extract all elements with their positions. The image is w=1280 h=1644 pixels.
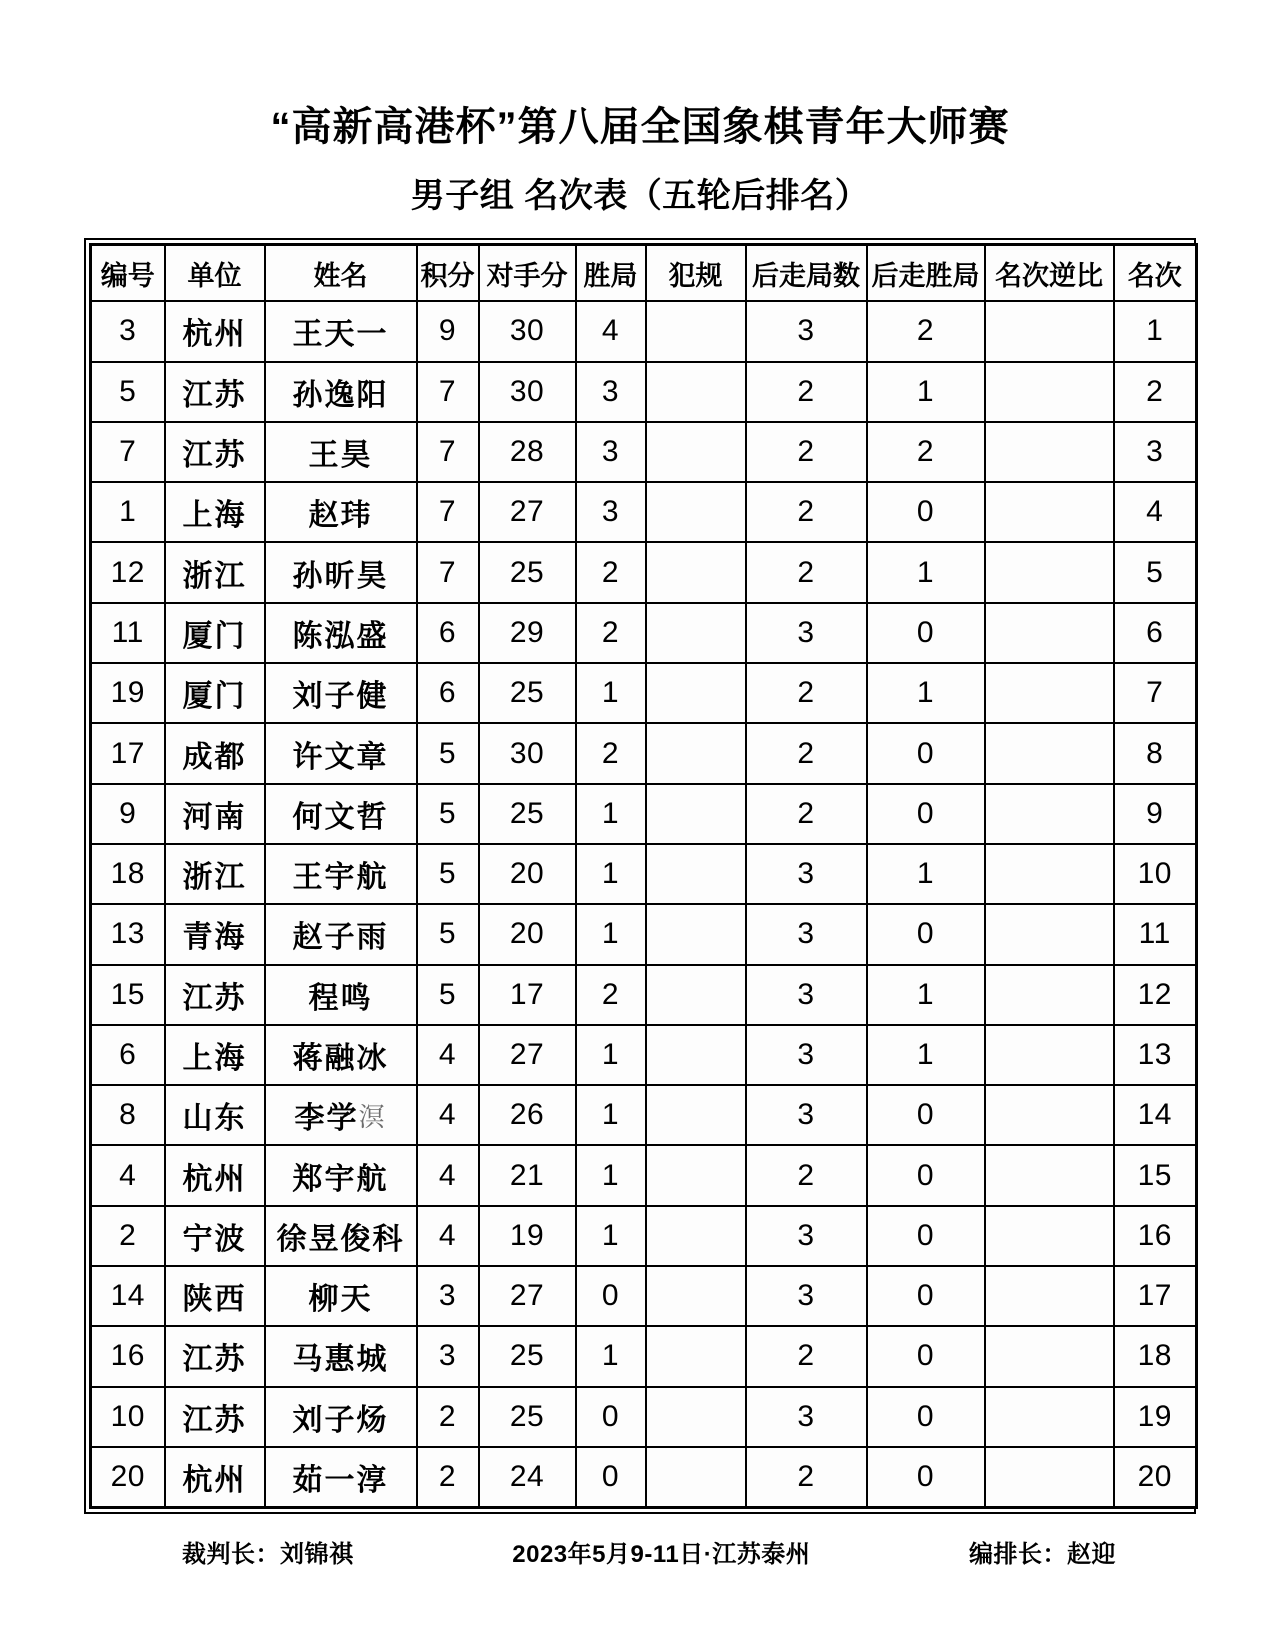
table-cell-score: 6 — [417, 663, 479, 723]
table-cell-score: 5 — [417, 904, 479, 964]
table-cell-inverse — [985, 1025, 1114, 1085]
table-cell-back-wins: 0 — [867, 1447, 985, 1508]
table-cell-name: 孙逸阳 — [265, 362, 417, 422]
table-cell-back-games: 3 — [746, 1025, 867, 1085]
table-cell-back-wins: 0 — [867, 482, 985, 542]
table-cell-foul — [646, 542, 746, 602]
table-cell-back-wins: 0 — [867, 723, 985, 783]
table-cell-unit: 江苏 — [165, 362, 265, 422]
table-cell-opponent: 28 — [479, 422, 576, 482]
table-cell-wins: 3 — [576, 422, 646, 482]
table-cell-back-games: 2 — [746, 362, 867, 422]
table-cell-back-wins: 1 — [867, 542, 985, 602]
table-cell-opponent: 24 — [479, 1447, 576, 1508]
table-cell-wins: 1 — [576, 1085, 646, 1145]
table-row — [91, 965, 1197, 1025]
table-cell-foul — [646, 1326, 746, 1386]
table-cell-opponent: 30 — [479, 301, 576, 361]
table-row — [91, 1145, 1197, 1205]
table-cell-rank: 1 — [1114, 301, 1197, 361]
column-header-rank: 名次 — [1114, 245, 1197, 302]
table-cell-foul — [646, 1145, 746, 1205]
table-cell-name: 许文章 — [265, 723, 417, 783]
column-header-wins: 胜局 — [576, 245, 646, 302]
table-cell-score: 5 — [417, 965, 479, 1025]
table-cell-wins: 3 — [576, 482, 646, 542]
table-row — [91, 1266, 1197, 1326]
table-cell-foul — [646, 422, 746, 482]
table-cell-opponent: 30 — [479, 723, 576, 783]
table-cell-rank: 10 — [1114, 844, 1197, 904]
table-cell-opponent: 29 — [479, 603, 576, 663]
ranking-table — [89, 243, 1198, 1509]
table-cell-opponent: 25 — [479, 542, 576, 602]
table-cell-rank: 13 — [1114, 1025, 1197, 1085]
table-row — [91, 1326, 1197, 1386]
table-cell-rank: 3 — [1114, 422, 1197, 482]
table-row — [91, 362, 1197, 422]
table-row — [91, 844, 1197, 904]
column-header-unit: 单位 — [165, 245, 265, 302]
table-cell-foul — [646, 603, 746, 663]
table-cell-foul — [646, 904, 746, 964]
table-cell-score: 7 — [417, 422, 479, 482]
table-cell-inverse — [985, 965, 1114, 1025]
table-cell-score: 2 — [417, 1447, 479, 1508]
table-cell-unit: 江苏 — [165, 965, 265, 1025]
table-cell-id: 10 — [91, 1387, 165, 1447]
table-cell-wins: 1 — [576, 663, 646, 723]
table-cell-score: 4 — [417, 1085, 479, 1145]
table-cell-back-wins: 1 — [867, 1025, 985, 1085]
table-cell-score: 3 — [417, 1326, 479, 1386]
table-cell-inverse — [985, 663, 1114, 723]
table-cell-opponent: 27 — [479, 482, 576, 542]
table-cell-foul — [646, 965, 746, 1025]
table-cell-unit: 河南 — [165, 784, 265, 844]
table-cell-rank: 18 — [1114, 1326, 1197, 1386]
table-cell-rank: 15 — [1114, 1145, 1197, 1205]
table-row — [91, 542, 1197, 602]
table-cell-opponent: 30 — [479, 362, 576, 422]
table-cell-wins: 1 — [576, 1206, 646, 1266]
table-cell-back-wins: 2 — [867, 301, 985, 361]
table-cell-name: 王昊 — [265, 422, 417, 482]
table-cell-inverse — [985, 603, 1114, 663]
table-cell-back-games: 3 — [746, 603, 867, 663]
table-cell-inverse — [985, 1085, 1114, 1145]
footer — [84, 1534, 1196, 1569]
table-cell-name: 茹一淳 — [265, 1447, 417, 1508]
table-row — [91, 1085, 1197, 1145]
table-cell-wins: 1 — [576, 1025, 646, 1085]
table-cell-id: 6 — [91, 1025, 165, 1085]
table-cell-foul — [646, 844, 746, 904]
table-cell-opponent: 20 — [479, 844, 576, 904]
table-cell-name: 赵玮 — [265, 482, 417, 542]
table-cell-back-wins: 0 — [867, 1387, 985, 1447]
table-cell-unit: 江苏 — [165, 422, 265, 482]
table-cell-unit: 杭州 — [165, 1145, 265, 1205]
table-cell-score: 9 — [417, 301, 479, 361]
table-cell-id: 5 — [91, 362, 165, 422]
table-cell-inverse — [985, 1326, 1114, 1386]
table-cell-inverse — [985, 362, 1114, 422]
table-cell-back-games: 2 — [746, 784, 867, 844]
table-cell-rank: 16 — [1114, 1206, 1197, 1266]
table-cell-back-wins: 0 — [867, 1085, 985, 1145]
table-cell-name: 郑宇航 — [265, 1145, 417, 1205]
table-row — [91, 663, 1197, 723]
table-cell-back-wins: 1 — [867, 965, 985, 1025]
table-cell-wins: 1 — [576, 1145, 646, 1205]
table-cell-inverse — [985, 1145, 1114, 1205]
table-cell-name: 马惠城 — [265, 1326, 417, 1386]
table-cell-rank: 12 — [1114, 965, 1197, 1025]
table-cell-rank: 5 — [1114, 542, 1197, 602]
table-cell-back-wins: 0 — [867, 784, 985, 844]
table-cell-rank: 6 — [1114, 603, 1197, 663]
column-header-name: 姓名 — [265, 245, 417, 302]
table-cell-id: 8 — [91, 1085, 165, 1145]
table-cell-back-games: 3 — [746, 904, 867, 964]
table-cell-wins: 3 — [576, 362, 646, 422]
table-cell-name: 徐昱俊科 — [265, 1206, 417, 1266]
table-cell-unit: 陕西 — [165, 1266, 265, 1326]
table-cell-inverse — [985, 904, 1114, 964]
table-row — [91, 482, 1197, 542]
table-cell-back-games: 3 — [746, 965, 867, 1025]
table-cell-unit: 青海 — [165, 904, 265, 964]
column-header-back-games: 后走局数 — [746, 245, 867, 302]
table-header-row — [91, 245, 1197, 302]
table-cell-back-games: 2 — [746, 542, 867, 602]
table-cell-opponent: 19 — [479, 1206, 576, 1266]
table-cell-foul — [646, 1025, 746, 1085]
table-row — [91, 723, 1197, 783]
table-cell-id: 2 — [91, 1206, 165, 1266]
table-cell-score: 6 — [417, 603, 479, 663]
table-cell-unit: 宁波 — [165, 1206, 265, 1266]
table-cell-opponent: 20 — [479, 904, 576, 964]
table-cell-id: 12 — [91, 542, 165, 602]
table-cell-opponent: 27 — [479, 1266, 576, 1326]
table-cell-score: 4 — [417, 1145, 479, 1205]
table-cell-back-wins: 1 — [867, 362, 985, 422]
table-cell-unit: 成都 — [165, 723, 265, 783]
table-cell-score: 7 — [417, 362, 479, 422]
table-cell-rank: 14 — [1114, 1085, 1197, 1145]
table-cell-inverse — [985, 542, 1114, 602]
table-cell-rank: 7 — [1114, 663, 1197, 723]
table-cell-score: 5 — [417, 784, 479, 844]
table-cell-opponent: 25 — [479, 1387, 576, 1447]
table-cell-wins: 2 — [576, 603, 646, 663]
page-title: “高新高港杯”第八届全国象棋青年大师赛 — [270, 105, 1010, 149]
table-cell-back-wins: 1 — [867, 844, 985, 904]
table-cell-opponent: 25 — [479, 784, 576, 844]
table-row — [91, 603, 1197, 663]
column-header-id: 编号 — [91, 245, 165, 302]
table-cell-foul — [646, 482, 746, 542]
table-cell-rank: 17 — [1114, 1266, 1197, 1326]
table-cell-id: 1 — [91, 482, 165, 542]
table-row — [91, 1025, 1197, 1085]
table-cell-unit: 江苏 — [165, 1387, 265, 1447]
table-cell-foul — [646, 1266, 746, 1326]
table-cell-inverse — [985, 1266, 1114, 1326]
table-cell-name: 何文哲 — [265, 784, 417, 844]
table-cell-unit: 厦门 — [165, 603, 265, 663]
table-cell-name: 孙昕昊 — [265, 542, 417, 602]
table-cell-back-games: 3 — [746, 844, 867, 904]
chief-referee-label: 裁判长：刘锦祺 — [182, 1541, 354, 1569]
table-row — [91, 1387, 1197, 1447]
table-cell-wins: 0 — [576, 1387, 646, 1447]
player-name-main: 李学 — [294, 1102, 359, 1136]
ranking-table-body — [91, 301, 1197, 1507]
table-cell-back-games: 3 — [746, 1206, 867, 1266]
chief-organizer-label: 编排长：赵迎 — [968, 1541, 1116, 1569]
table-cell-foul — [646, 1387, 746, 1447]
table-cell-back-games: 2 — [746, 663, 867, 723]
table-cell-foul — [646, 784, 746, 844]
table-cell-back-wins: 0 — [867, 1206, 985, 1266]
table-cell-foul — [646, 1085, 746, 1145]
column-header-opponent: 对手分 — [479, 245, 576, 302]
table-cell-back-games: 2 — [746, 723, 867, 783]
table-cell-back-games: 2 — [746, 482, 867, 542]
table-cell-score: 3 — [417, 1266, 479, 1326]
table-cell-opponent: 25 — [479, 1326, 576, 1386]
table-cell-foul — [646, 362, 746, 422]
table-cell-name: 蒋融冰 — [265, 1025, 417, 1085]
table-cell-rank: 19 — [1114, 1387, 1197, 1447]
table-cell-name: 程鸣 — [265, 965, 417, 1025]
table-cell-back-games: 2 — [746, 422, 867, 482]
table-cell-foul — [646, 1206, 746, 1266]
page-subtitle: 男子组 名次表（五轮后排名） — [410, 177, 870, 216]
table-row — [91, 1447, 1197, 1508]
ranking-table-frame — [84, 238, 1196, 1514]
column-header-foul: 犯规 — [646, 245, 746, 302]
table-cell-id: 17 — [91, 723, 165, 783]
table-cell-opponent: 27 — [479, 1025, 576, 1085]
table-cell-name: 赵子雨 — [265, 904, 417, 964]
table-cell-back-games: 3 — [746, 1387, 867, 1447]
table-cell-name: 王宇航 — [265, 844, 417, 904]
table-cell-id: 20 — [91, 1447, 165, 1508]
table-row — [91, 422, 1197, 482]
table-cell-name: 王天一 — [265, 301, 417, 361]
table-cell-foul — [646, 1447, 746, 1508]
table-cell-score: 4 — [417, 1025, 479, 1085]
table-cell-foul — [646, 723, 746, 783]
title-block — [0, 0, 1280, 216]
table-cell-wins: 1 — [576, 904, 646, 964]
table-cell-name — [265, 1085, 417, 1145]
table-cell-opponent: 21 — [479, 1145, 576, 1205]
table-cell-rank: 9 — [1114, 784, 1197, 844]
table-cell-inverse — [985, 1206, 1114, 1266]
table-cell-id: 7 — [91, 422, 165, 482]
table-cell-unit: 上海 — [165, 482, 265, 542]
table-cell-id: 18 — [91, 844, 165, 904]
table-cell-opponent: 25 — [479, 663, 576, 723]
table-cell-score: 7 — [417, 482, 479, 542]
table-cell-inverse — [985, 784, 1114, 844]
table-cell-back-games: 2 — [746, 1145, 867, 1205]
table-cell-back-wins: 0 — [867, 904, 985, 964]
table-cell-foul — [646, 301, 746, 361]
table-row — [91, 1206, 1197, 1266]
table-cell-back-wins: 1 — [867, 663, 985, 723]
table-cell-wins: 0 — [576, 1447, 646, 1508]
table-cell-id: 11 — [91, 603, 165, 663]
table-cell-back-games: 3 — [746, 1266, 867, 1326]
table-cell-name: 柳天 — [265, 1266, 417, 1326]
table-cell-id: 14 — [91, 1266, 165, 1326]
table-cell-back-games: 2 — [746, 1326, 867, 1386]
table-cell-unit: 上海 — [165, 1025, 265, 1085]
column-header-back-wins: 后走胜局 — [867, 245, 985, 302]
table-cell-id: 4 — [91, 1145, 165, 1205]
table-cell-name: 刘子健 — [265, 663, 417, 723]
table-cell-unit: 杭州 — [165, 1447, 265, 1508]
player-name-fallback-glyph: 溟 — [358, 1103, 387, 1134]
table-cell-back-wins: 0 — [867, 1145, 985, 1205]
table-cell-inverse — [985, 844, 1114, 904]
table-cell-rank: 20 — [1114, 1447, 1197, 1508]
table-cell-foul — [646, 663, 746, 723]
table-cell-rank: 8 — [1114, 723, 1197, 783]
table-cell-back-games: 2 — [746, 1447, 867, 1508]
table-row — [91, 904, 1197, 964]
table-cell-unit: 江苏 — [165, 1326, 265, 1386]
table-cell-id: 13 — [91, 904, 165, 964]
table-cell-id: 15 — [91, 965, 165, 1025]
table-cell-inverse — [985, 301, 1114, 361]
table-cell-back-games: 3 — [746, 1085, 867, 1145]
table-cell-unit: 杭州 — [165, 301, 265, 361]
table-cell-inverse — [985, 482, 1114, 542]
table-cell-name: 刘子炀 — [265, 1387, 417, 1447]
table-cell-unit: 厦门 — [165, 663, 265, 723]
table-cell-id: 3 — [91, 301, 165, 361]
table-cell-opponent: 17 — [479, 965, 576, 1025]
table-cell-back-wins: 2 — [867, 422, 985, 482]
table-cell-back-wins: 0 — [867, 603, 985, 663]
table-cell-inverse — [985, 1387, 1114, 1447]
table-cell-name: 陈泓盛 — [265, 603, 417, 663]
table-cell-rank: 2 — [1114, 362, 1197, 422]
table-cell-unit: 山东 — [165, 1085, 265, 1145]
table-cell-back-wins: 0 — [867, 1266, 985, 1326]
table-cell-score: 2 — [417, 1387, 479, 1447]
table-row — [91, 784, 1197, 844]
table-cell-rank: 4 — [1114, 482, 1197, 542]
event-date-place-label: 2023年5月9-11日·江苏泰州 — [512, 1541, 811, 1569]
table-cell-inverse — [985, 723, 1114, 783]
table-cell-id: 16 — [91, 1326, 165, 1386]
table-cell-wins: 2 — [576, 723, 646, 783]
column-header-score: 积分 — [417, 245, 479, 302]
table-cell-unit: 浙江 — [165, 844, 265, 904]
table-cell-unit: 浙江 — [165, 542, 265, 602]
table-cell-score: 5 — [417, 844, 479, 904]
table-cell-wins: 1 — [576, 844, 646, 904]
table-cell-wins: 0 — [576, 1266, 646, 1326]
table-cell-wins: 4 — [576, 301, 646, 361]
table-cell-id: 9 — [91, 784, 165, 844]
table-cell-back-games: 3 — [746, 301, 867, 361]
table-cell-inverse — [985, 1447, 1114, 1508]
table-cell-score: 5 — [417, 723, 479, 783]
table-cell-wins: 2 — [576, 542, 646, 602]
table-cell-back-wins: 0 — [867, 1326, 985, 1386]
table-cell-opponent: 26 — [479, 1085, 576, 1145]
table-cell-score: 4 — [417, 1206, 479, 1266]
table-cell-id: 19 — [91, 663, 165, 723]
table-row — [91, 301, 1197, 361]
table-cell-wins: 1 — [576, 784, 646, 844]
table-cell-wins: 2 — [576, 965, 646, 1025]
table-cell-rank: 11 — [1114, 904, 1197, 964]
table-cell-wins: 1 — [576, 1326, 646, 1386]
table-cell-score: 7 — [417, 542, 479, 602]
table-cell-inverse — [985, 422, 1114, 482]
column-header-inverse: 名次逆比 — [985, 245, 1114, 302]
